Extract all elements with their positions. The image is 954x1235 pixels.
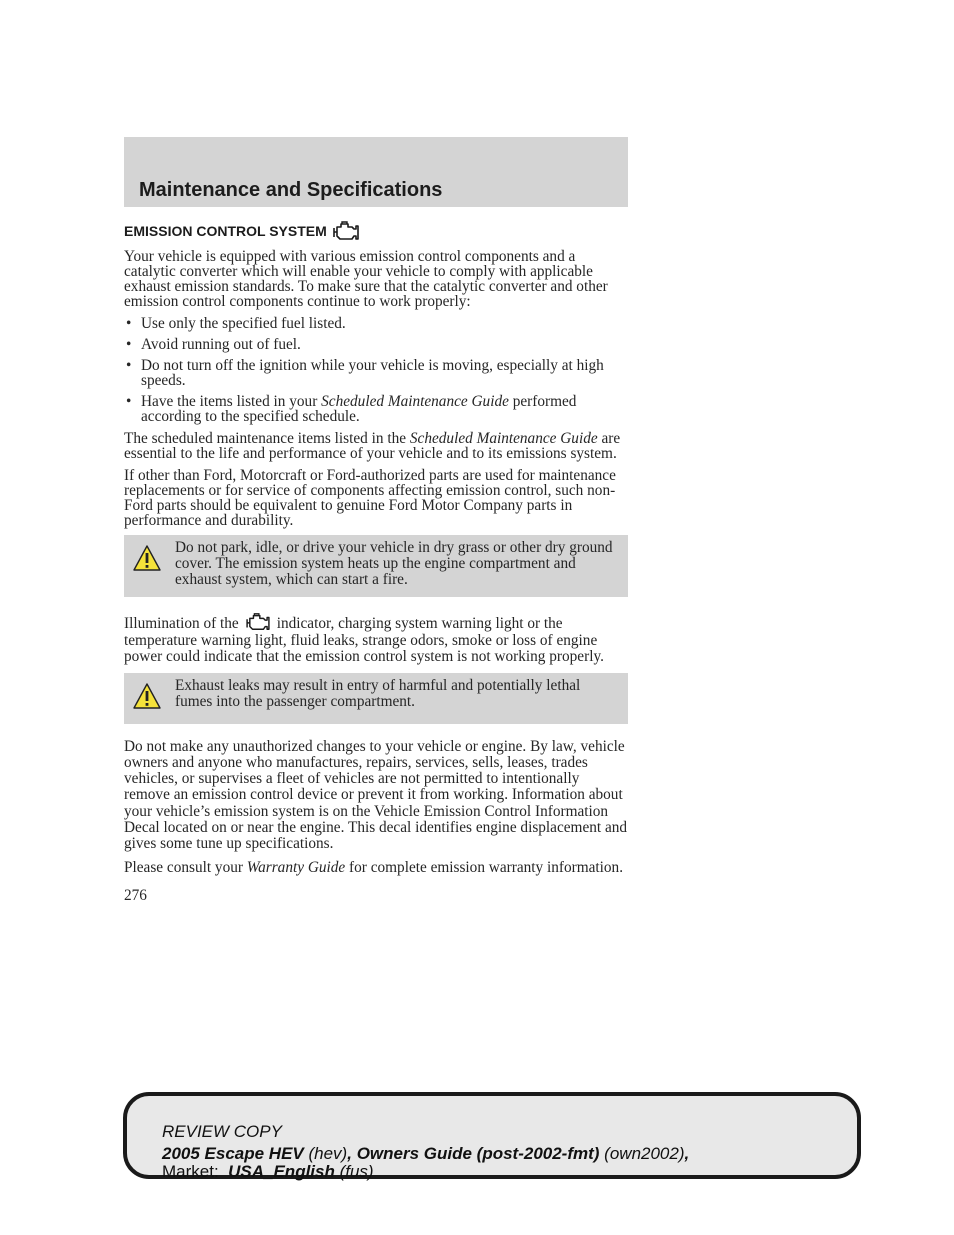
scheduled-maintenance-paragraph: The scheduled maintenance items listed in the Scheduled Maintenance Guide are essential to the life and performance of your vehicle and to its emissions system. bbox=[124, 430, 621, 462]
warranty-paragraph: Please consult your Warranty Guide for complete emission warranty information. bbox=[124, 858, 624, 876]
section-header-band bbox=[124, 137, 628, 207]
parts-paragraph: If other than Ford, Motorcraft or Ford-authorized parts are used for maintenance replacements or for service of components affecting emission control, such non-Ford parts should be equivalent to genuine Ford Motor Company parts in performance and durability. bbox=[124, 467, 616, 529]
list-item bbox=[124, 316, 628, 331]
main-content bbox=[124, 220, 628, 903]
guide-name: Owners Guide (post-2002-fmt) bbox=[356, 1144, 600, 1163]
indicator-paragraph: Illumination of the indicator, charging system warning light or the temperature warning light, fluid leaks, strange odors, smoke or loss of engine power could indicate that the emission control system is not working properly. bbox=[124, 612, 628, 666]
bullet-marker: • bbox=[126, 357, 132, 374]
warning-box-exhaust bbox=[124, 673, 628, 724]
maintenance-bullet-list bbox=[124, 316, 628, 424]
warning-text: Exhaust leaks may result in entry of harmful and potentially lethal fumes into the passenger compartment. bbox=[175, 676, 581, 710]
market-info-line: Market: USA_English (fus) bbox=[162, 1162, 374, 1181]
warning-triangle-icon bbox=[133, 544, 161, 572]
bullet-marker: • bbox=[126, 315, 132, 332]
bullet-marker: • bbox=[126, 393, 132, 410]
check-engine-icon bbox=[243, 612, 273, 632]
list-item-text: Avoid running out of fuel. bbox=[141, 336, 301, 353]
warning-text: Do not park, idle, or drive your vehicle in dry grass or other dry ground cover. The emission system heats up the engine compartment and exhaust system, which can start a fire. bbox=[175, 539, 613, 588]
market-name: USA_English bbox=[228, 1162, 335, 1181]
check-engine-icon bbox=[331, 220, 361, 242]
review-copy-label: REVIEW COPY bbox=[162, 1122, 282, 1141]
review-copy-footer bbox=[123, 1092, 861, 1179]
list-item bbox=[124, 394, 628, 424]
unauthorized-changes-paragraph: Do not make any unauthorized changes to your vehicle or engine. By law, vehicle owners and anyone who manufactures, repairs, services, sells, leases, trades vehicles, or supervises a fleet of vehicles are not permitted to intentionally remove an emission control device or prevent it from working. Information about your vehicle’s emission system is on the Vehicle Emission Control Information Decal located on or near the engine. This decal identifies engine displacement and gives some tune up specifications. bbox=[124, 737, 628, 853]
section-heading-text: EMISSION CONTROL SYSTEM bbox=[124, 223, 327, 239]
list-item bbox=[124, 358, 628, 388]
list-item-text: Do not turn off the ignition while your vehicle is moving, especially at high speeds. bbox=[141, 357, 604, 389]
intro-paragraph: Your vehicle is equipped with various emission control components and a catalytic converter which will enable your vehicle to comply with applicable exhaust emission standards. To make sure that the catalytic converter and other emission control components continue to work properly: bbox=[124, 248, 608, 310]
guide-reference: Warranty Guide bbox=[246, 858, 346, 876]
guide-reference: Scheduled Maintenance Guide bbox=[409, 430, 598, 447]
warning-triangle-icon bbox=[133, 682, 161, 710]
bullet-marker: • bbox=[126, 336, 132, 353]
document-info-line: 2005 Escape HEV (hev), Owners Guide (post-2002-fmt) (own2002), bbox=[162, 1144, 690, 1163]
guide-reference: Scheduled Maintenance Guide bbox=[321, 393, 509, 410]
section-heading bbox=[124, 220, 628, 242]
warning-box-fire bbox=[124, 535, 628, 597]
list-item-text: Use only the specified fuel listed. bbox=[141, 315, 346, 332]
page-title: Maintenance and Specifications bbox=[139, 179, 443, 201]
model-name: 2005 Escape HEV bbox=[162, 1144, 304, 1163]
list-item-text: Have the items listed in your bbox=[141, 393, 322, 410]
list-item bbox=[124, 337, 628, 352]
list-item-text: performed according to the specified schedule. bbox=[141, 393, 577, 425]
page-number: 276 bbox=[124, 887, 147, 905]
